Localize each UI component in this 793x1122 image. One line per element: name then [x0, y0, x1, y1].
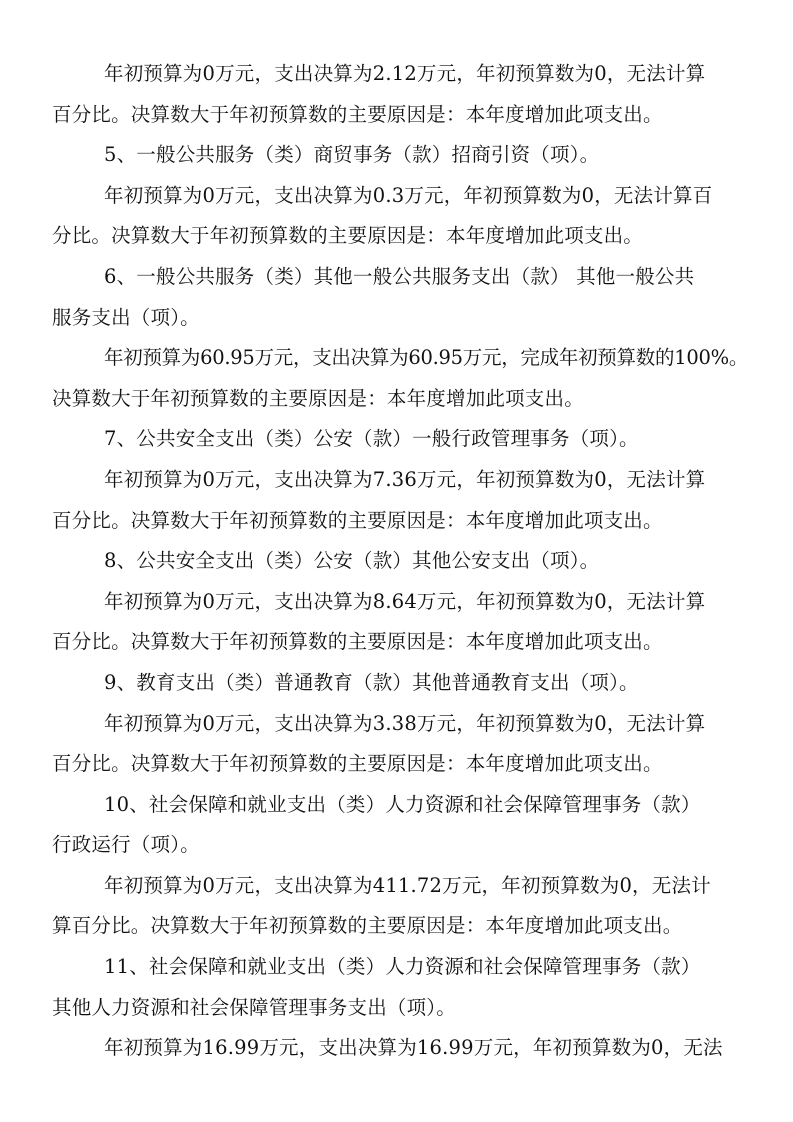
- text-line: 年初预算为0万元，支出决算为3.38万元，年初预算数为0，无法计算: [104, 711, 706, 735]
- text-line: 年初预算为60.95万元，支出决算为60.95万元，完成年初预算数的100%。: [104, 346, 749, 370]
- text-line: 行政运行（项）。: [52, 833, 200, 857]
- text-line: 5、一般公共服务（类）商贸事务（款）招商引资（项）。: [104, 143, 600, 167]
- text-line: 年初预算为0万元，支出决算为7.36万元，年初预算数为0，无法计算: [104, 467, 706, 491]
- text-line: 年初预算为16.99万元，支出决算为16.99万元，年初预算数为0，无法: [104, 1036, 723, 1060]
- text-line: 百分比。决算数大于年初预算数的主要原因是：本年度增加此项支出。: [52, 508, 663, 532]
- text-line: 年初预算为0万元，支出决算为2.12万元，年初预算数为0，无法计算: [104, 62, 706, 85]
- text-line: 6、一般公共服务（类）其他一般公共服务支出（款） 其他一般公共: [104, 264, 695, 288]
- text-line: 11、社会保障和就业支出（类）人力资源和社会保障管理事务（款）: [104, 955, 701, 979]
- text-line: 年初预算为0万元，支出决算为0.3万元，年初预算数为0，无法计算百: [104, 183, 713, 207]
- text-line: 算百分比。决算数大于年初预算数的主要原因是：本年度增加此项支出。: [52, 914, 683, 938]
- document-body: [52, 54, 750, 1069]
- text-line: 8、公共安全支出（类）公安（款）其他公安支出（项）。: [104, 549, 600, 573]
- text-line: 百分比。决算数大于年初预算数的主要原因是：本年度增加此项支出。: [52, 630, 663, 654]
- text-line: 9、教育支出（类）普通教育（款）其他普通教育支出（项）。: [104, 670, 639, 694]
- text-line: 分比。决算数大于年初预算数的主要原因是：本年度增加此项支出。: [52, 224, 644, 248]
- text-line: 决算数大于年初预算数的主要原因是：本年度增加此项支出。: [52, 386, 584, 410]
- text-line: 百分比。决算数大于年初预算数的主要原因是：本年度增加此项支出。: [52, 102, 663, 126]
- text-line: 其他人力资源和社会保障管理事务支出（项）。: [52, 995, 456, 1019]
- text-line: 年初预算为0万元，支出决算为411.72万元，年初预算数为0，无法计: [104, 873, 711, 897]
- text-line: 10、社会保障和就业支出（类）人力资源和社会保障管理事务（款）: [104, 792, 701, 816]
- text-line: 7、公共安全支出（类）公安（款）一般行政管理事务（项）。: [104, 427, 639, 451]
- text-line: 年初预算为0万元，支出决算为8.64万元，年初预算数为0，无法计算: [104, 589, 706, 613]
- text-line: 百分比。决算数大于年初预算数的主要原因是：本年度增加此项支出。: [52, 752, 663, 776]
- text-line: 服务支出（项）。: [52, 305, 200, 329]
